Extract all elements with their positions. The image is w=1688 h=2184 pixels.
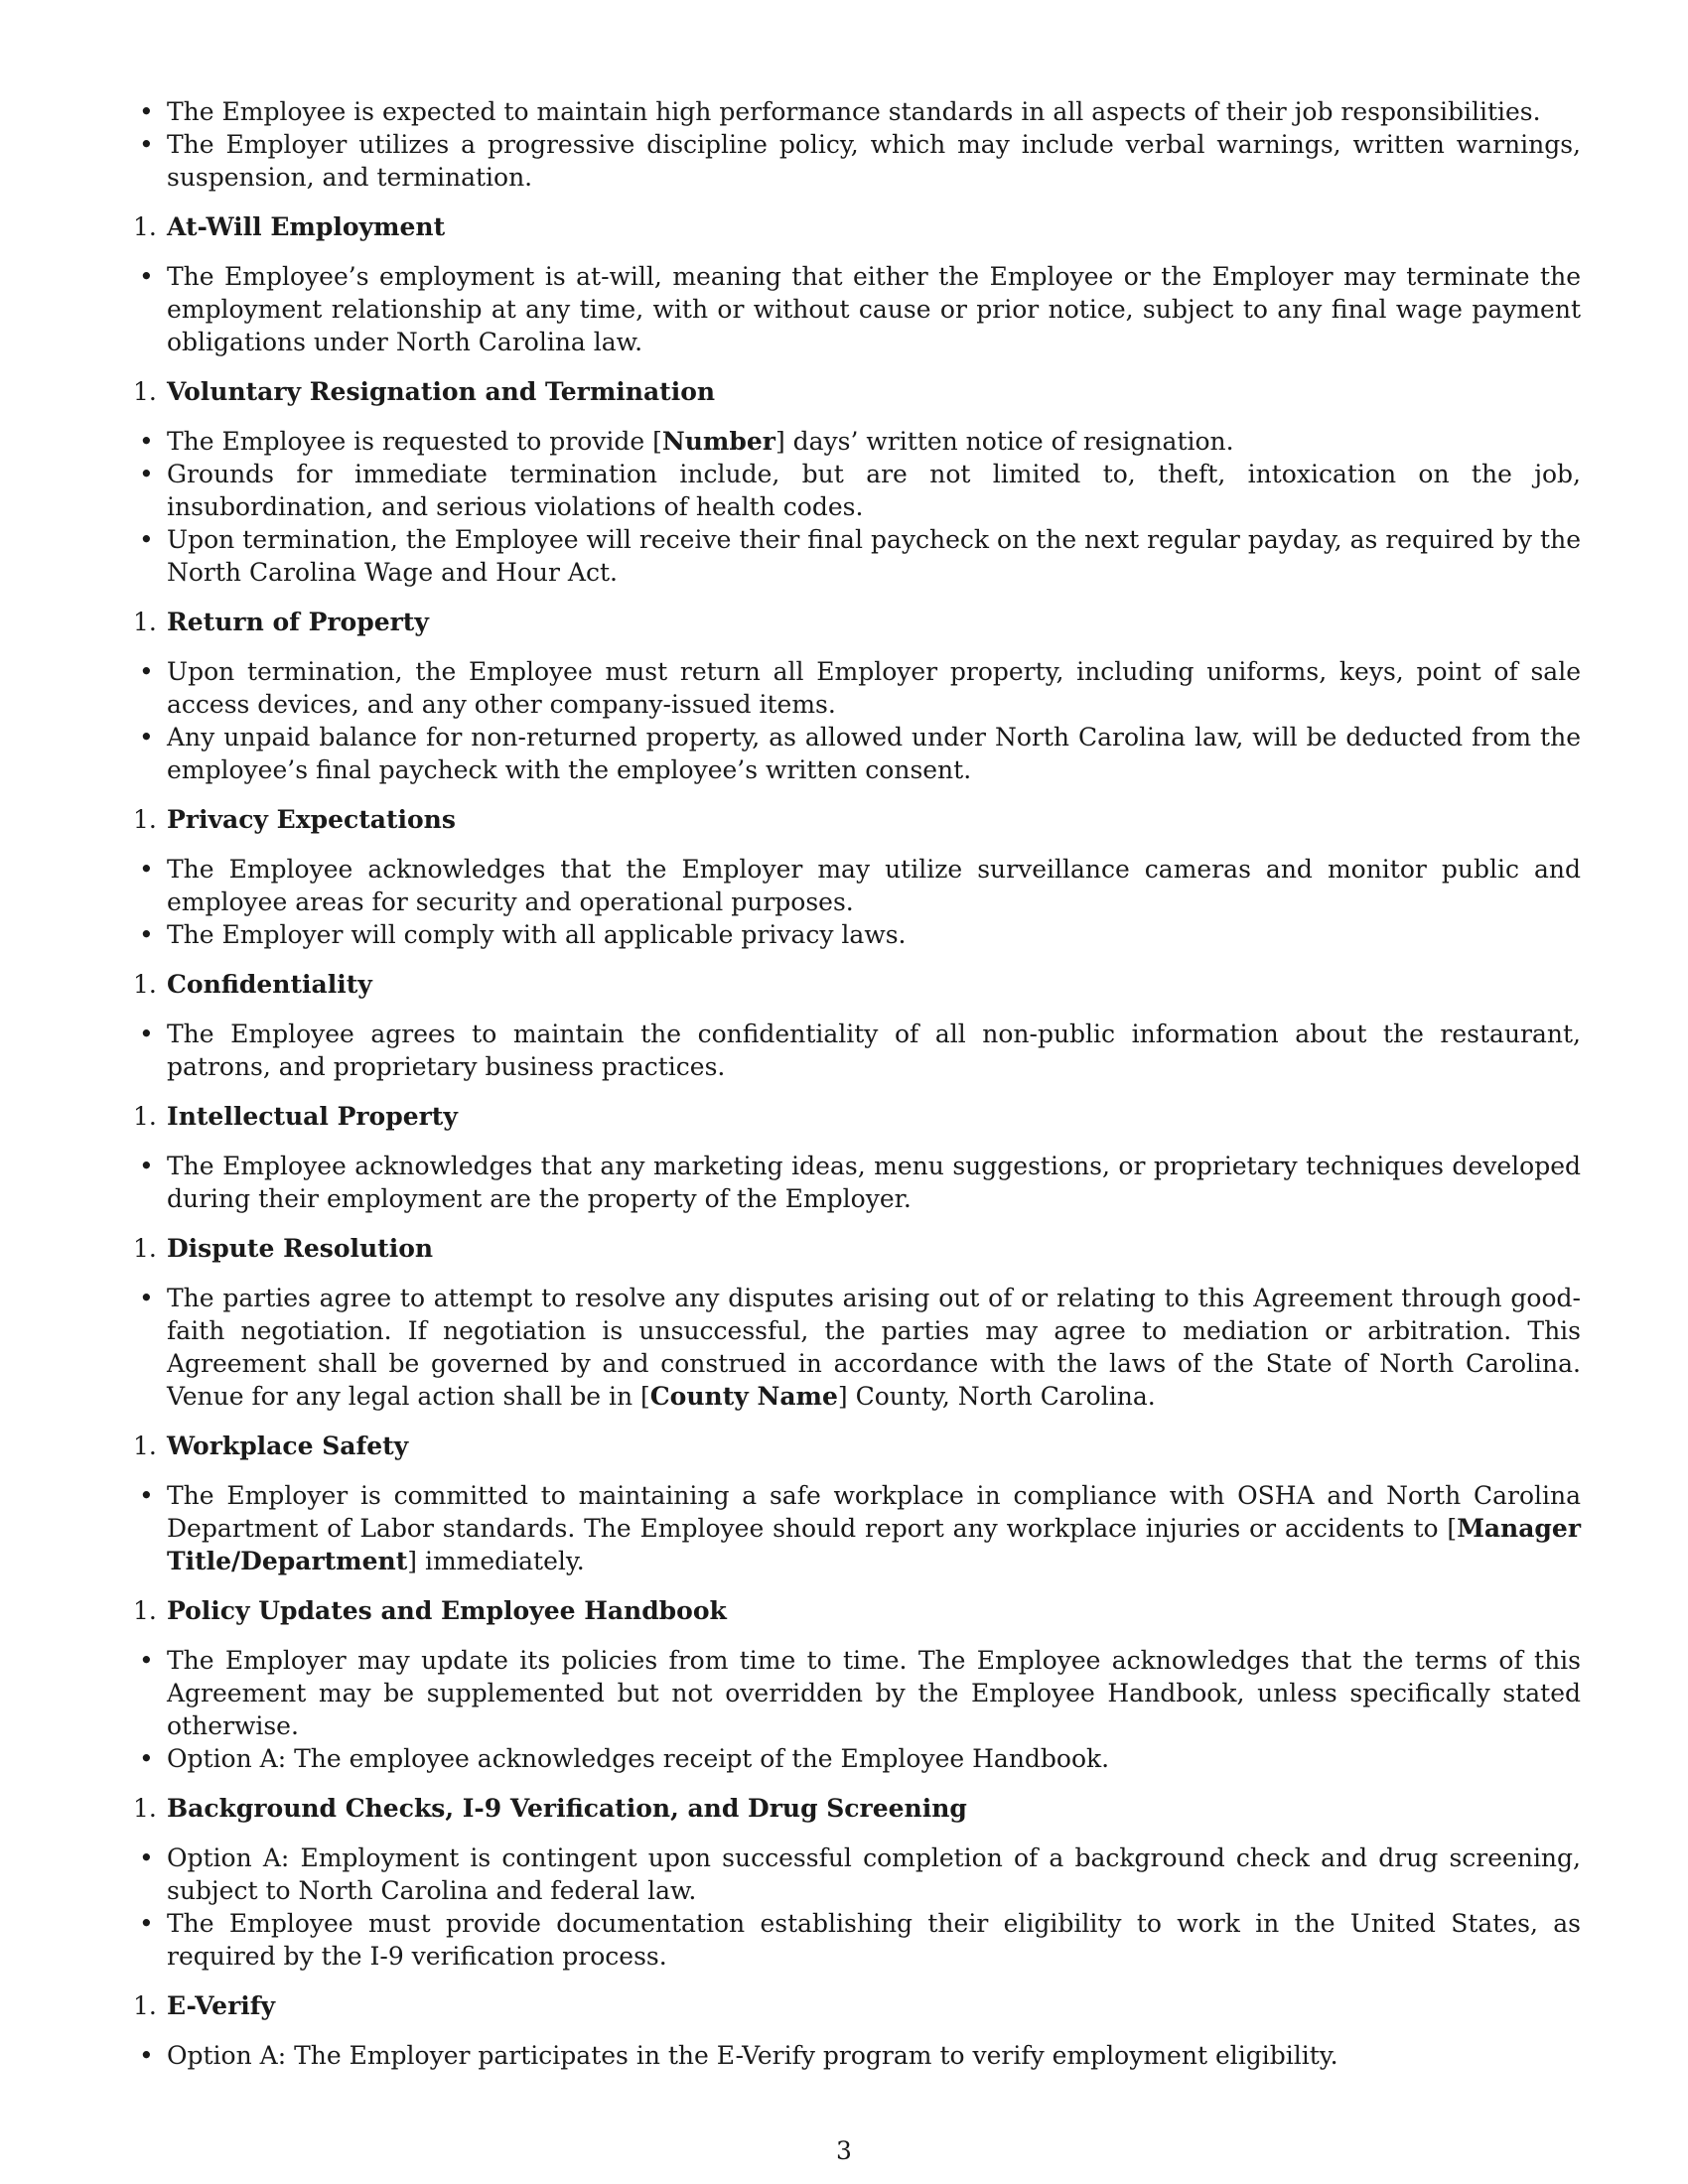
section-title: Privacy Expectations [167,805,456,834]
section-heading [133,1989,1581,2022]
section-bullet-list [167,853,1581,951]
placeholder-field: Number [661,427,775,456]
section-number: 1. [133,1991,157,2020]
section-title: Policy Updates and Employee Handbook [167,1596,727,1625]
section-bullet-list [167,1018,1581,1083]
section-heading [133,968,1581,1001]
section-heading [133,1594,1581,1627]
bullet-item: • The Employer is committed to maintaining a safe workplace in compliance with OSHA and North Carolina Department of Labor standards. The Employee should report any workplace injuries or accidents to [Manager Title/Department] immediately. [167,1479,1581,1577]
intro-bullet-list [167,95,1581,194]
section-bullet-list [167,1282,1581,1413]
bullet-item: • Upon termination, the Employee must return all Employer property, including uniforms, keys, point of sale access devices, and any other company-issued items. [167,655,1581,721]
section-title: Background Checks, I-9 Verification, and Drug Screening [167,1794,967,1823]
section-number: 1. [133,212,157,241]
section-heading [133,1100,1581,1133]
bullet-item: • Grounds for immediate termination include, but are not limited to, theft, intoxication on the job, insubordination, and serious violations of health codes. [167,458,1581,523]
section-heading [133,1232,1581,1265]
section-bullet-list [167,1644,1581,1775]
section-number: 1. [133,1596,157,1625]
section-bullet-list [167,1479,1581,1577]
section-title: Intellectual Property [167,1102,458,1131]
section-heading [133,803,1581,836]
section-title: E-Verify [167,1991,276,2020]
section-heading [133,210,1581,243]
sections-container [133,210,1581,2072]
section-number: 1. [133,1794,157,1823]
section-number: 1. [133,1432,157,1460]
bullet-item: • The Employee is expected to maintain high performance standards in all aspects of their job responsibilities. [167,95,1581,128]
bullet-item: • Any unpaid balance for non-returned property, as allowed under North Carolina law, will be deducted from the employee’s final paycheck with the employee’s written consent. [167,721,1581,786]
section-number: 1. [133,1102,157,1131]
section-bullet-list [167,655,1581,786]
section-bullet-list [167,1842,1581,1973]
section-heading [133,606,1581,638]
section-bullet-list [167,425,1581,589]
section-title: Workplace Safety [167,1432,409,1460]
section-title: Return of Property [167,608,429,636]
section-title: Dispute Resolution [167,1234,434,1263]
section-heading [133,1430,1581,1462]
bullet-item: • The Employer will comply with all applicable privacy laws. [167,918,1581,951]
bullet-item: • The parties agree to attempt to resolve any disputes arising out of or relating to this Agreement through good-faith negotiation. If negotiation is unsuccessful, the parties may agree to mediation or arbitration. This Agreement shall be governed by and construed in accordance with the laws of the State of North Carolina. Venue for any legal action shall be in [County Name] County, North Carolina. [167,1282,1581,1413]
section-bullet-list [167,260,1581,358]
section-number: 1. [133,608,157,636]
bullet-item: • The Employer utilizes a progressive discipline policy, which may include verbal warnings, written warnings, suspension, and termination. [167,128,1581,194]
bullet-item: • The Employee must provide documentation establishing their eligibility to work in the United States, as required by the I-9 verification process. [167,1907,1581,1973]
bullet-item: • The Employee’s employment is at-will, meaning that either the Employee or the Employer may terminate the employment relationship at any time, with or without cause or prior notice, subject to any final wage payment obligations under North Carolina law. [167,260,1581,358]
bullet-item: • The Employee is requested to provide [Number] days’ written notice of resignation. [167,425,1581,458]
section-heading [133,375,1581,408]
bullet-item: • Option A: Employment is contingent upon successful completion of a background check and drug screening, subject to North Carolina and federal law. [167,1842,1581,1907]
section-number: 1. [133,377,157,406]
page-number: 3 [836,2136,852,2165]
section-title: At-Will Employment [167,212,446,241]
section-number: 1. [133,805,157,834]
section-heading [133,1792,1581,1825]
bullet-item: • The Employee acknowledges that any marketing ideas, menu suggestions, or proprietary techniques developed during their employment are the property of the Employer. [167,1150,1581,1215]
bullet-item: • The Employee agrees to maintain the confidentiality of all non-public information about the restaurant, patrons, and proprietary business practices. [167,1018,1581,1083]
placeholder-field: Manager Title/Department [167,1514,1581,1575]
bullet-item: • Option A: The employee acknowledges receipt of the Employee Handbook. [167,1742,1581,1775]
document-page [133,95,1581,2072]
bullet-item: • The Employee acknowledges that the Employer may utilize surveillance cameras and monitor public and employee areas for security and operational purposes. [167,853,1581,918]
bullet-item: • Upon termination, the Employee will receive their final paycheck on the next regular payday, as required by the North Carolina Wage and Hour Act. [167,523,1581,589]
section-number: 1. [133,970,157,999]
section-title: Confidentiality [167,970,372,999]
section-bullet-list [167,1150,1581,1215]
bullet-item: • The Employer may update its policies from time to time. The Employee acknowledges that the terms of this Agreement may be supplemented but not overridden by the Employee Handbook, unless specifically stated otherwise. [167,1644,1581,1742]
section-bullet-list [167,2039,1581,2072]
section-title: Voluntary Resignation and Termination [167,377,716,406]
section-number: 1. [133,1234,157,1263]
placeholder-field: County Name [649,1382,838,1411]
bullet-item: • Option A: The Employer participates in the E-Verify program to verify employment eligibility. [167,2039,1581,2072]
